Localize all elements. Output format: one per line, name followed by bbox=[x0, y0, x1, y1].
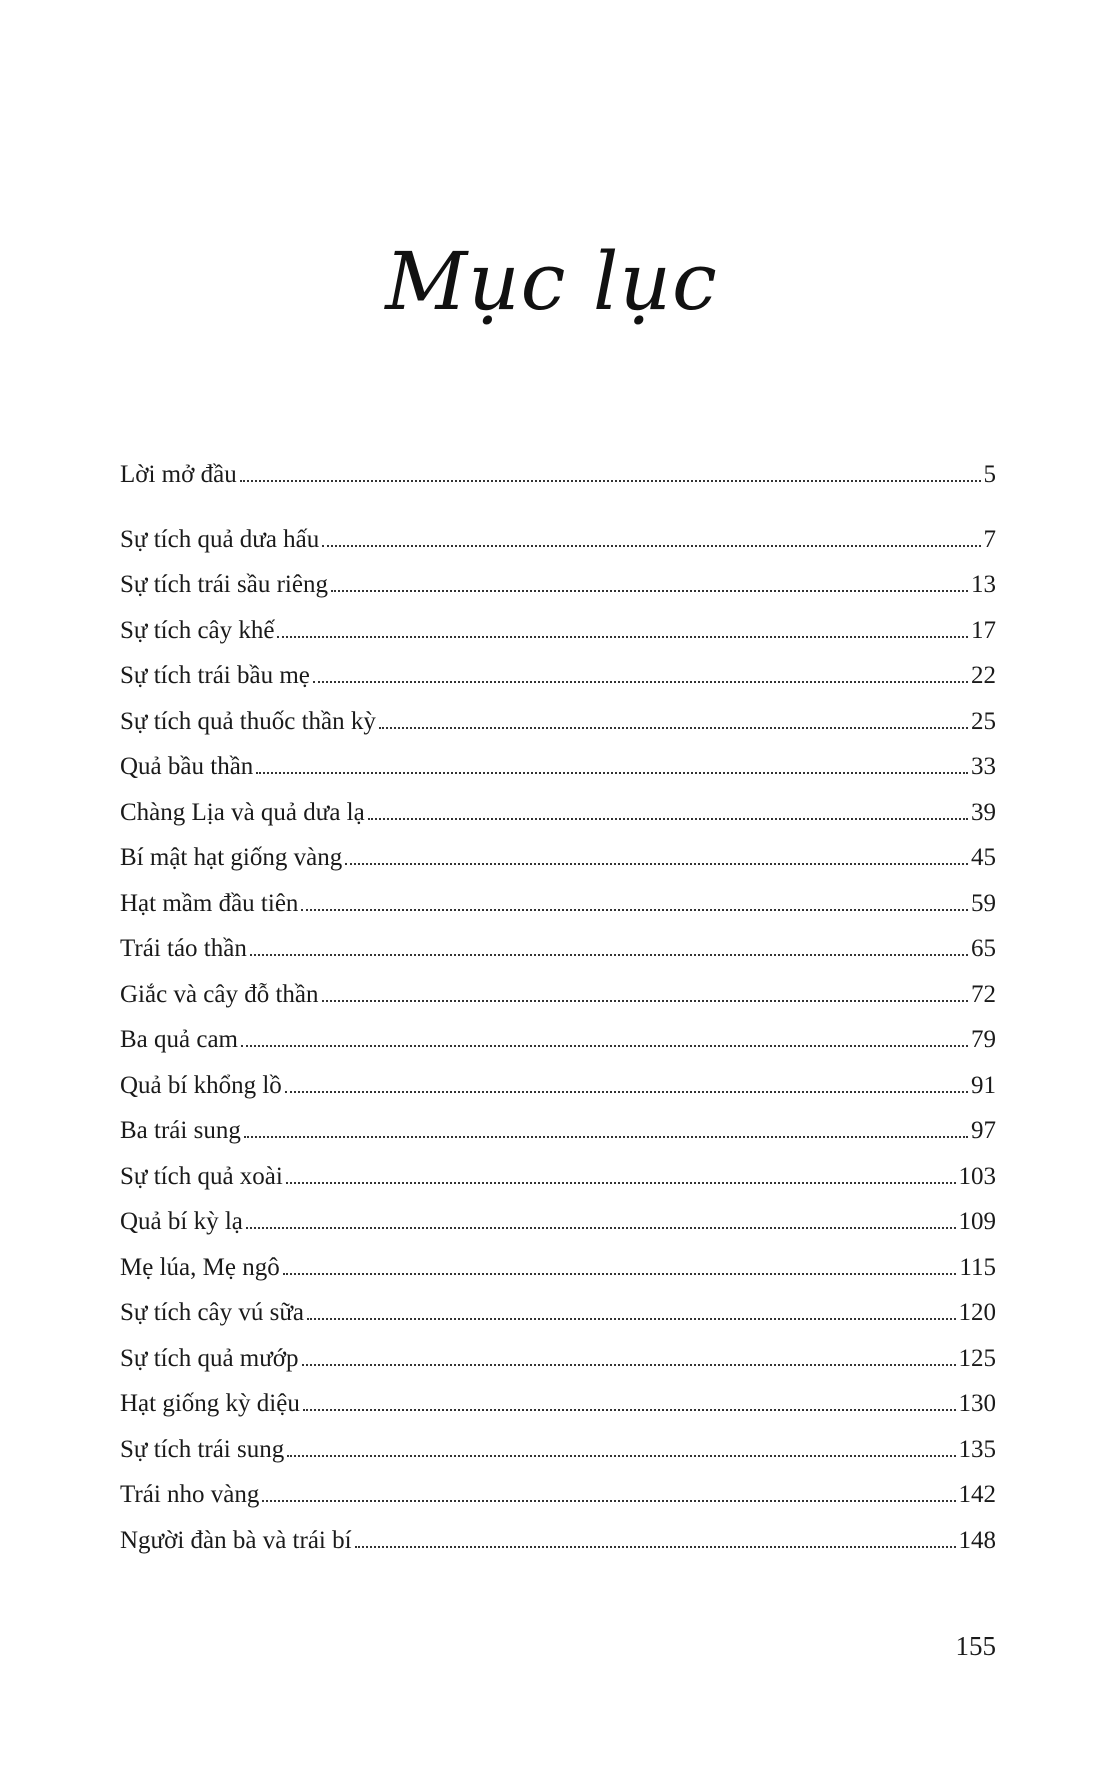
toc-entry[interactable] bbox=[120, 972, 996, 1018]
toc-entry-page: 59 bbox=[971, 889, 996, 917]
dot-leader bbox=[322, 1000, 968, 1002]
toc-entry[interactable] bbox=[120, 790, 996, 836]
dot-leader bbox=[277, 636, 968, 638]
toc-entry-title: Lời mở đầu bbox=[120, 461, 237, 488]
toc-entry[interactable] bbox=[120, 881, 996, 927]
toc-entry-page: 148 bbox=[958, 1526, 996, 1554]
toc-entry-page: 72 bbox=[971, 980, 996, 1008]
toc-entry[interactable] bbox=[120, 517, 996, 563]
toc-entry[interactable] bbox=[120, 608, 996, 654]
toc-entry[interactable] bbox=[120, 653, 996, 699]
toc-entry[interactable] bbox=[120, 1336, 996, 1382]
page-title: Mục lục bbox=[385, 235, 718, 328]
table-of-contents bbox=[120, 452, 996, 1563]
toc-entry-page: 130 bbox=[958, 1390, 996, 1417]
dot-leader bbox=[303, 1409, 956, 1411]
toc-entry[interactable] bbox=[120, 452, 996, 498]
toc-entry[interactable] bbox=[120, 562, 996, 608]
toc-entry-title: Mẹ lúa, Mẹ ngô bbox=[120, 1253, 280, 1281]
dot-leader bbox=[250, 954, 968, 956]
toc-entry-page: 7 bbox=[983, 525, 996, 553]
toc-entry-page: 79 bbox=[971, 1026, 996, 1053]
toc-entry[interactable] bbox=[120, 1290, 996, 1336]
toc-entry[interactable] bbox=[120, 699, 996, 745]
toc-entry-title: Sự tích quả xoài bbox=[120, 1162, 283, 1190]
toc-entry-title: Quả bầu thần bbox=[120, 753, 254, 780]
toc-entry-page: 13 bbox=[971, 571, 996, 598]
toc-entry-title: Sự tích quả thuốc thần kỳ bbox=[120, 707, 376, 735]
toc-entry-page: 115 bbox=[959, 1253, 996, 1281]
toc-entry-page: 33 bbox=[971, 753, 996, 780]
toc-entry-title: Ba quả cam bbox=[120, 1026, 239, 1053]
toc-entry-title: Sự tích quả dưa hấu bbox=[120, 525, 320, 553]
toc-entry-page: 39 bbox=[971, 798, 996, 826]
dot-leader bbox=[345, 863, 968, 865]
toc-entry-title: Sự tích trái sung bbox=[120, 1435, 285, 1463]
dot-leader bbox=[287, 1455, 955, 1457]
toc-entry-page: 65 bbox=[971, 935, 996, 962]
toc-entry[interactable] bbox=[120, 835, 996, 881]
toc-entry-page: 135 bbox=[958, 1435, 996, 1463]
toc-entry-title: Chàng Lịa và quả dưa lạ bbox=[120, 798, 365, 826]
toc-entry-title: Trái nho vàng bbox=[120, 1481, 260, 1508]
toc-entry-title: Ba trái sung bbox=[120, 1117, 241, 1144]
toc-entry-page: 91 bbox=[971, 1071, 996, 1099]
toc-entry[interactable] bbox=[120, 1108, 996, 1154]
toc-entry-title: Bí mật hạt giống vàng bbox=[120, 844, 343, 871]
dot-leader bbox=[307, 1318, 955, 1320]
dot-leader bbox=[322, 545, 980, 547]
page-number: 155 bbox=[955, 1631, 996, 1661]
toc-entry-title: Quả bí kỳ lạ bbox=[120, 1208, 243, 1235]
toc-entry[interactable] bbox=[120, 1472, 996, 1518]
toc-entry[interactable] bbox=[120, 744, 996, 790]
toc-entry[interactable] bbox=[120, 1245, 996, 1291]
toc-entry-page: 109 bbox=[958, 1208, 996, 1235]
toc-entry[interactable] bbox=[120, 926, 996, 972]
toc-entry-title: Sự tích quả mướp bbox=[120, 1344, 299, 1372]
toc-entry-page: 45 bbox=[971, 844, 996, 871]
toc-entry-page: 25 bbox=[971, 707, 996, 735]
dot-leader bbox=[246, 1227, 956, 1229]
dot-leader bbox=[240, 480, 981, 482]
toc-entry-title: Trái táo thần bbox=[120, 935, 247, 962]
toc-entry-title: Người đàn bà và trái bí bbox=[120, 1526, 352, 1554]
dot-leader bbox=[379, 727, 968, 729]
toc-entry-page: 17 bbox=[971, 616, 996, 644]
toc-entry-title: Sự tích trái bầu mẹ bbox=[120, 662, 310, 689]
toc-entry-title: Sự tích trái sầu riêng bbox=[120, 571, 328, 598]
toc-entry-page: 97 bbox=[971, 1117, 996, 1144]
toc-entry-page: 120 bbox=[958, 1299, 996, 1326]
toc-entry[interactable] bbox=[120, 1199, 996, 1245]
toc-entry-page: 22 bbox=[971, 662, 996, 689]
toc-entry-title: Hạt mầm đầu tiên bbox=[120, 889, 299, 917]
dot-leader bbox=[331, 590, 968, 592]
toc-entry-page: 142 bbox=[958, 1481, 996, 1508]
toc-entry-title: Hạt giống kỳ diệu bbox=[120, 1390, 300, 1417]
dot-leader bbox=[241, 1045, 968, 1047]
dot-leader bbox=[256, 772, 968, 774]
dot-leader bbox=[262, 1500, 955, 1502]
dot-leader bbox=[301, 909, 968, 911]
dot-leader bbox=[313, 681, 968, 683]
dot-leader bbox=[302, 1364, 956, 1366]
toc-entry-page: 103 bbox=[958, 1162, 996, 1190]
toc-entry[interactable] bbox=[120, 1154, 996, 1200]
dot-leader bbox=[286, 1182, 956, 1184]
toc-entry-title: Giắc và cây đỗ thần bbox=[120, 980, 319, 1008]
dot-leader bbox=[368, 818, 968, 820]
toc-entry-title: Quả bí khổng lồ bbox=[120, 1071, 282, 1099]
dot-leader bbox=[283, 1273, 957, 1275]
toc-entry[interactable] bbox=[120, 1381, 996, 1427]
toc-entry-title: Sự tích cây vú sữa bbox=[120, 1299, 305, 1326]
toc-entry-page: 5 bbox=[983, 461, 996, 488]
toc-entry[interactable] bbox=[120, 1017, 996, 1063]
toc-entry[interactable] bbox=[120, 1063, 996, 1109]
dot-leader bbox=[285, 1091, 968, 1093]
toc-entry-page: 125 bbox=[958, 1344, 996, 1372]
dot-leader bbox=[355, 1546, 956, 1548]
dot-leader bbox=[244, 1136, 968, 1138]
toc-entry[interactable] bbox=[120, 1518, 996, 1564]
toc-entry[interactable] bbox=[120, 1427, 996, 1473]
toc-entry-title: Sự tích cây khế bbox=[120, 616, 275, 644]
